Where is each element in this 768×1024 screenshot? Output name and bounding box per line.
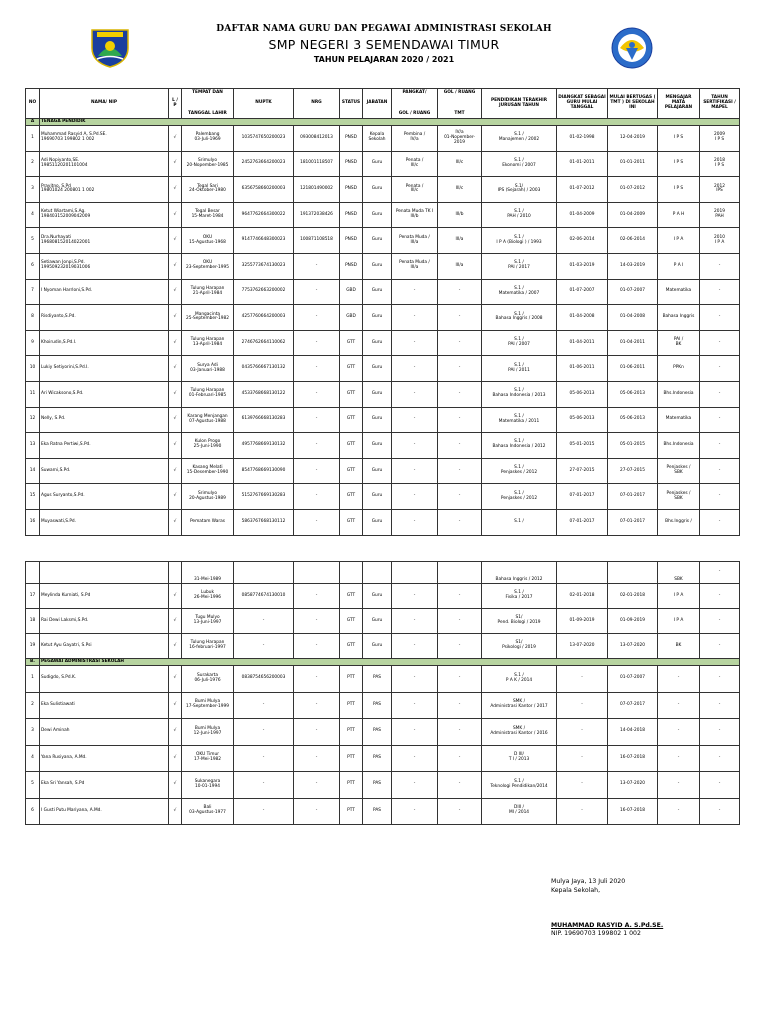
staff-name: Suwarni,S.Pd.	[40, 458, 169, 484]
staff-name: Eka Sulistiawati	[40, 692, 169, 719]
staff-name: Adi Nopiyanto,SE. 19851120201101004	[40, 151, 169, 177]
table-row: 1 Sudigdo, S.Pd.K. √ Surakarta 06-Juli-1976 0838754656200003 - PTT PAS - - S.1 / P A K / 2014 - 01-07-2007 - -	[26, 666, 740, 693]
table-header-row	[26, 89, 740, 119]
signature-nip: NIP. 19690703 199802 1 002	[551, 930, 641, 937]
education: S.1 / Matematika / 2007	[482, 279, 557, 305]
education: S.1 / P A K / 2014	[482, 666, 557, 693]
col-lp: L / P	[169, 89, 182, 119]
section-row-a: A TENAGA PENDIDIK	[26, 119, 740, 126]
col-nuptk: NUPTK	[234, 89, 294, 119]
birth-place-date: Sukanegara 10-01-1994	[182, 772, 234, 799]
education: S.1/ IPS (Sejarah) / 2003	[482, 177, 557, 203]
table-row: 4 Ketut Wiartami,S.Ag. 198403152009042009 √ Tegal Besar 15-Maret-1984 9647762664300022 191372038426 PNSD Guru Penata Muda TK I III/b III/b S.1 / PAH / 2010 01-04-2009 01-04-2009 P A H 2019 PAH	[26, 202, 740, 228]
birth-place-date: Surakarta 06-Juli-1976	[182, 666, 234, 693]
birth-place-date: Lubuk 26-Mei-1996	[182, 584, 234, 609]
col-ttl: TEMPAT DAN TANGGAL LAHIR	[182, 89, 234, 119]
table-row: 2 Adi Nopiyanto,SE. 19851120201101004 √ Srimulyo 20-Nopember-1985 2452763664200023 181001118507 PNSD Guru Penata / III/c III/c S.1 / Ekonomi / 2007 01-01-2011 01-01-2011 I P S 2018 I P S	[26, 151, 740, 177]
table-row: 5 Eka Sri Yansah, S.Pd √ Sukanegara 10-01-1994 - - PTT PAS - - S.1 / Teknologi Pendidikan/2014 - 13-07-2020 - -	[26, 772, 740, 799]
col-status: STATUS	[340, 89, 363, 119]
staff-name: Setiawan Jonpi,S.Pd. 199509232019031006	[40, 253, 169, 279]
birth-place-date: Tugu Mulyo 13-Juni-1997	[182, 609, 234, 634]
staff-name: Nelly, S.Pd.	[40, 407, 169, 433]
col-sertifikasi: TAHUN SERTIFIKASI / MAPEL	[700, 89, 740, 119]
table-row: 19 Ketut Ayu Gayatri, S.Psi √ Tulung Harapan 16-februari-1997 - - GTT Guru - - S1/ Psikologi / 2019 13-07-2020 13-07-2020 BK -	[26, 634, 740, 659]
table-row: 1 Muhammad Rasyid A, S.Pd.SE. 19690703 199802 1 002 √ Palembang 03-Juli-1969 1035747650200023 093008412013 PNSD Kepala Sekolah Pembina / IV/a IV/a 01-Nopember-2019 S.1 / Manajemen / 2002 01-02-1998 12-04-2019 I P S 2009 I P S	[26, 126, 740, 152]
table-row-cont: 31-Mei-1989 Bahasa Inggris / 2012 SBK -	[26, 562, 740, 584]
staff-name: Agus Suryanto,S.Pd.	[40, 484, 169, 510]
birth-place-date: OKU 23-September-1995	[182, 253, 234, 279]
birth-place-date: Srimulyo 20-Agustus-1989	[182, 484, 234, 510]
table-row: 10 Lukiy Setiyorini,S.Pd.I. √ Surya Adi 03-Januari-1988 0435766667130132 - GTT Guru - - S.1 / PAI / 2011 01-06-2011 01-06-2011 PPKn -	[26, 356, 740, 382]
education: S.1 /	[482, 509, 557, 535]
education: S.1 / Bahasa Indonesia / 2012	[482, 433, 557, 459]
col-no: NO	[26, 89, 40, 119]
education: S.1 / Bahasa Inggris / 2008	[482, 305, 557, 331]
birth-place-date: Karang Menjangan 07-Agustus-1988	[182, 407, 234, 433]
education: S.1 / PAH / 2010	[482, 202, 557, 228]
col-gol: GOL / RUANG TMT	[438, 89, 482, 119]
table-row: 8 Risdiyanto,S.Pd. √ Mangacinta 25-September-1982 4257760664200003 - GBD Guru - - S.1 / Bahasa Inggris / 2008 01-04-2008 01-04-2008 Bahasa Inggris -	[26, 305, 740, 331]
col-diangkat: DIANGKAT SEBAGAI GURU MULAI TANGGAL	[557, 89, 608, 119]
table-row: 7 I Nyoman Harrloni,S.Pd. √ Tulung Harapan 21-April-1984 7753762663200002 - GBD Guru - - S.1 / Matematika / 2007 01-07-2007 01-07-2007 Matematika -	[26, 279, 740, 305]
table-row: 15 Agus Suryanto,S.Pd. √ Srimulyo 20-Agustus-1989 5152767669130283 - GTT Guru - - S.1 / Penjaskes / 2012 07-01-2017 07-01-2017 Penjaskes / SBK -	[26, 484, 740, 510]
document-title: DAFTAR NAMA GURU DAN PEGAWAI ADMINISTRASI SEKOLAH	[216, 24, 552, 34]
signature-place-date: Mulya Jaya, 13 Juli 2020	[551, 878, 626, 885]
education: S.1 / PAI / 2017	[482, 253, 557, 279]
staff-name: Khoirudin,S.Pd.I.	[40, 330, 169, 356]
school-year: TAHUN PELAJARAN 2020 / 2021	[313, 55, 455, 64]
staff-table-continued	[25, 561, 740, 825]
birth-place-date: Surya Adi 03-Januari-1988	[182, 356, 234, 382]
birth-place-date: Bumi Mulya 12-Juni-1997	[182, 719, 234, 746]
education: S.1 / Bahasa Indonesia / 2013	[482, 381, 557, 407]
staff-name: Ketut Wiartami,S.Ag. 198403152009042009	[40, 202, 169, 228]
table-page-2	[0, 561, 768, 861]
staff-name: Lukiy Setiyorini,S.Pd.I.	[40, 356, 169, 382]
staff-name: Rai Dewi Laksmi,S.Pd.	[40, 609, 169, 634]
staff-table	[25, 88, 740, 536]
birth-place-date: Mangacinta 25-September-1982	[182, 305, 234, 331]
col-pendidikan: PENDIDIKAN TERAKHIR JURUSAN TAHUN	[482, 89, 557, 119]
col-jabatan: JABATAN	[363, 89, 392, 119]
birth-place-date: Kulon Progo 25-Juni-1990	[182, 433, 234, 459]
signature-role: Kepala Sekolah,	[551, 887, 601, 894]
staff-name: Muhammad Rasyid A, S.Pd.SE. 19690703 199802 1 002	[40, 126, 169, 152]
education: S.1 / Teknologi Pendidikan/2014	[482, 772, 557, 799]
birth-place-date: Tegal Besar 15-Maret-1984	[182, 202, 234, 228]
table-row: 12 Nelly, S.Pd. √ Karang Menjangan 07-Agustus-1988 6139766668130283 - GTT Guru - - S.1 / Matematika / 2011 05-06-2013 05-06-2013 Matematika -	[26, 407, 740, 433]
education: SMK / Administrasi Kantor / 2017	[482, 692, 557, 719]
education: S.1 / Fisika / 2017	[482, 584, 557, 609]
education: S.1 / I P A (Biologi ) / 1993	[482, 228, 557, 254]
birth-place-date: OKU 15-Agustus-1968	[182, 228, 234, 254]
table-row: 9 Khoirudin,S.Pd.I. √ Tulung Harapan 13-April-1984 2746762664110062 - GTT Guru - - S.1 / PAI / 2007 01-04-2011 01-04-2011 PAI / BK -	[26, 330, 740, 356]
education: S.1 / PAI / 2011	[482, 356, 557, 382]
table-row: 6 I Gusti Putu Mariyana, A.Md. √ Bali 03-Agustus-1977 - - PTT PAS - - DIII / MI / 2014 - 16-07-2018 - -	[26, 798, 740, 825]
signature-name: MUHAMMAD RASYID A. S.Pd.SE.	[551, 922, 664, 929]
col-pangkat: PANGKAT/ GOL / RUANG	[392, 89, 438, 119]
education: DIII / MI / 2014	[482, 798, 557, 825]
education: S.1 / Matematika / 2011	[482, 407, 557, 433]
staff-name: Risdiyanto,S.Pd.	[40, 305, 169, 331]
education: S.1 / Penjaskes / 2012	[482, 484, 557, 510]
staff-name: Dra.Nurhayati 196808152014022001	[40, 228, 169, 254]
birth-place-date: Tulung Harapan 13-April-1984	[182, 330, 234, 356]
birth-place-date: Tulung Harapan 21-April-1984	[182, 279, 234, 305]
education: S.1 / Manajemen / 2002	[482, 126, 557, 152]
staff-name: Eka Ratna Pertiwi,S.Pd.	[40, 433, 169, 459]
table-row: 13 Eka Ratna Pertiwi,S.Pd. √ Kulon Progo 25-Juni-1990 4957768669130132 - GTT Guru - - S.1 / Bahasa Indonesia / 2012 05-01-2015 05-01-2015 Bhs.Indonesia -	[26, 433, 740, 459]
table-row: 11 Ari Wicaksono,S.Pd. √ Tulung Harapan 01-Februari-1985 4533768668130122 - GTT Guru - - S.1 / Bahasa Indonesia / 2013 05-06-2013 05-06-2013 Bhs.Indonesia -	[26, 381, 740, 407]
birth-place-date: Tegal Sari 24-Oktober-1980	[182, 177, 234, 203]
table-row: 16 Muyaswati,S.Pd. √ Pematam Waras 5863767668130112 - GTT Guru - - S.1 / 07-01-2017 07-01-2017 Bhs.Inggris / -	[26, 509, 740, 535]
col-bertugas: MULAI BERTUGAS ( TMT ) DI SEKOLAH INI	[608, 89, 658, 119]
staff-name: Sudigdo, S.Pd.K.	[40, 666, 169, 693]
table-row: 3 Prayitno, S.Pd 19801024 200801 1 002 √ Tegal Sari 24-Oktober-1980 6356758660200003 121801490002 PNSD Guru Penata / III/c III/c S.1/ IPS (Sejarah) / 2003 01-07-2012 01-07-2012 I P S 2012 IPS	[26, 177, 740, 203]
birth-place-date: Bumi Mulya 17-September-1999	[182, 692, 234, 719]
school-name: SMP NEGERI 3 SEMENDAWAI TIMUR	[268, 37, 500, 52]
table-row: 18 Rai Dewi Laksmi,S.Pd. √ Tugu Mulyo 13-Juni-1997 - - GTT Guru - - S1/ Pend. Biologi / 2019 01-09-2019 01-09-2019 I P A -	[26, 609, 740, 634]
staff-name: Ketut Ayu Gayatri, S.Psi	[40, 634, 169, 659]
staff-name: Muyaswati,S.Pd.	[40, 509, 169, 535]
birth-place-date: Srimulyo 20-Nopember-1985	[182, 151, 234, 177]
table-row: 2 Eka Sulistiawati √ Bumi Mulya 17-September-1999 - - PTT PAS - - SMK / Administrasi Kantor / 2017 - 07-07-2017 - -	[26, 692, 740, 719]
table-row: 3 Dewi Aminah √ Bumi Mulya 12-Juni-1997 - - PTT PAS - - SMK / Administrasi Kantor / 2016 - 14-04-2018 - -	[26, 719, 740, 746]
education: S1/ Psikologi / 2019	[482, 634, 557, 659]
col-mengajar: MENGAJAR MATA PELAJARAN	[658, 89, 700, 119]
staff-name: Prayitno, S.Pd 19801024 200801 1 002	[40, 177, 169, 203]
table-row: 14 Suwarni,S.Pd. √ Kasang Melati 15-Desember-1990 8547768669130090 - GTT Guru - - S.1 / Penjaskes / 2012 27-07-2015 27-07-2015 Penjaskes / SBK -	[26, 458, 740, 484]
table-row: 4 Yana Rusiyana, A.Md. √ OKU Timur 17-Mei-1982 - - PTT PAS - - D III/ T I / 2013 - 16-07-2018 - -	[26, 745, 740, 772]
birth-place-date: Palembang 03-Juli-1969	[182, 126, 234, 152]
section-row-b: B. PEGAWAI ADMINISTRASI SEKOLAH	[26, 659, 740, 666]
education: D III/ T I / 2013	[482, 745, 557, 772]
table-row: 6 Setiawan Jonpi,S.Pd. 199509232019031006 √ OKU 23-September-1995 3255773674130023 - PNSD Guru Penata Muda / III/a III/a S.1 / PAI / 2017 01-03-2019 14-03-2019 P A I -	[26, 253, 740, 279]
col-nama: NAMA/ NIP	[40, 89, 169, 119]
education: S1/ Pend. Biologi / 2019	[482, 609, 557, 634]
birth-place-date: Kasang Melati 15-Desember-1990	[182, 458, 234, 484]
birth-place-date: Bali 03-Agustus-1977	[182, 798, 234, 825]
table-row: 5 Dra.Nurhayati 196808152014022001 √ OKU 15-Agustus-1968 9147746648300023 100871108518 PNSD Guru Penata Muda / III/a III/a S.1 / I P A (Biologi ) / 1993 02-06-2014 02-06-2014 I P A 2010 I P A	[26, 228, 740, 254]
education: SMK / Administrasi Kantor / 2016	[482, 719, 557, 746]
birth-place-date: Tulung Harapan 01-Februari-1985	[182, 381, 234, 407]
staff-name: Eka Sri Yansah, S.Pd	[40, 772, 169, 799]
education: S.1 / PAI / 2007	[482, 330, 557, 356]
staff-name: Yana Rusiyana, A.Md.	[40, 745, 169, 772]
col-nrg: NRG	[294, 89, 340, 119]
education: S.1 / Ekonomi / 2007	[482, 151, 557, 177]
staff-name: I Gusti Putu Mariyana, A.Md.	[40, 798, 169, 825]
staff-name: Meylinda Kurniati, S.Pd	[40, 584, 169, 609]
staff-name: Ari Wicaksono,S.Pd.	[40, 381, 169, 407]
education: S.1 / Penjaskes / 2012	[482, 458, 557, 484]
staff-name: Dewi Aminah	[40, 719, 169, 746]
birth-place-date: OKU Timur 17-Mei-1982	[182, 745, 234, 772]
table-row: 17 Meylinda Kurniati, S.Pd √ Lubuk 26-Mei-1996 0858774674130010 - GTT Guru - - S.1 / Fisika / 2017 02-01-2018 02-01-2018 I P A -	[26, 584, 740, 609]
birth-place-date: Tulung Harapan 16-februari-1997	[182, 634, 234, 659]
staff-name: I Nyoman Harrloni,S.Pd.	[40, 279, 169, 305]
birth-place-date: Pematam Waras	[182, 509, 234, 535]
